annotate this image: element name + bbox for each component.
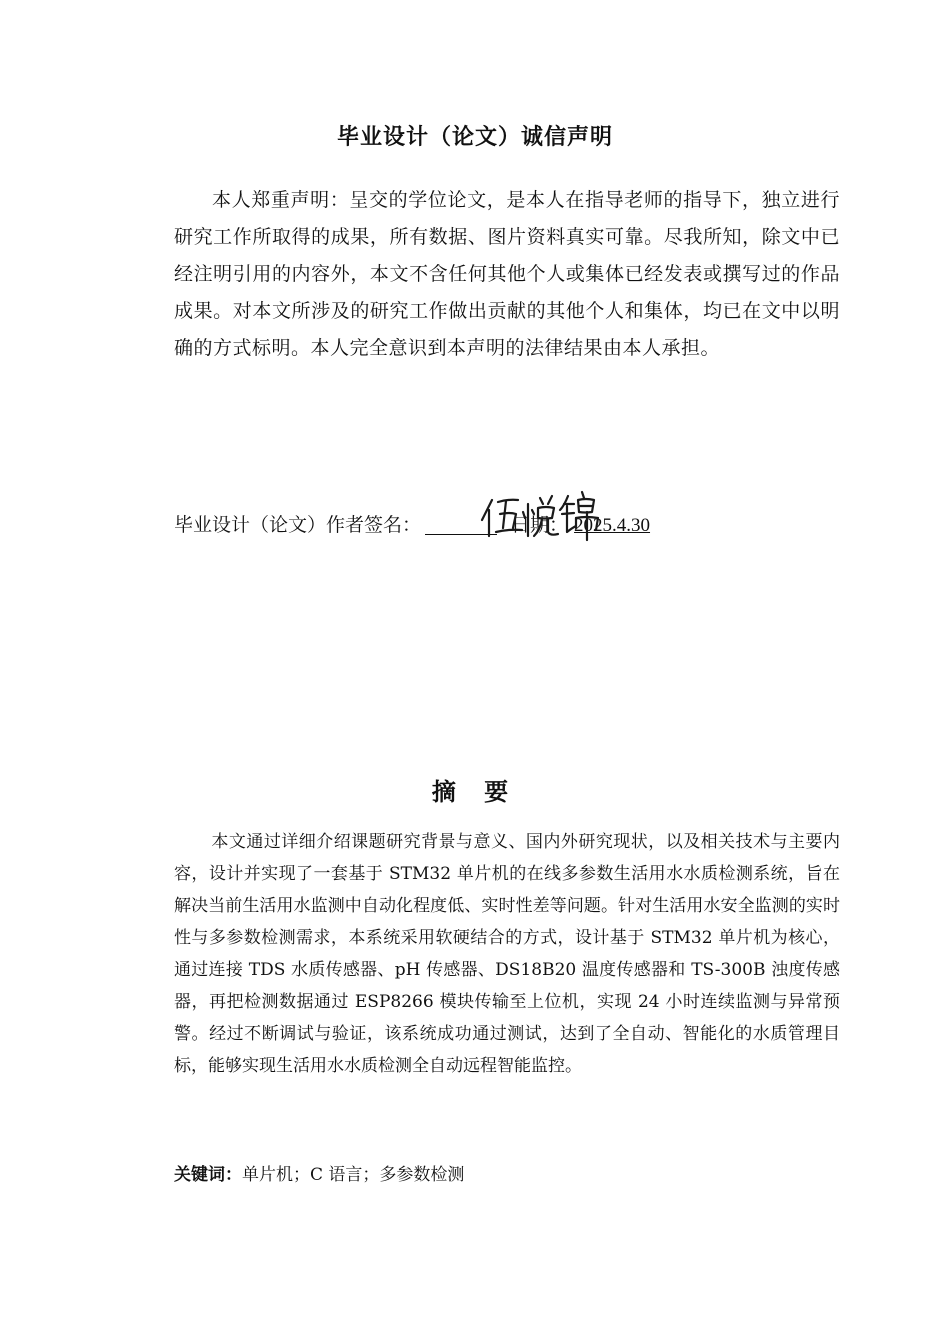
keywords-value: 单片机；C 语言；多参数检测 (242, 1165, 465, 1185)
abstract-body: 本文通过详细介绍课题研究背景与意义、国内外研究现状，以及相关技术与主要内容，设计并实现了一套基于 STM32 单片机的在线多参数生活用水水质检测系统，旨在解决当前生活用水监测中自动化程度低、实时性差等问题。针对生活用水安全监测的实时性与多参数检测需求，本系统采用软硬结合的方式，设计基于 STM32 单片机为核心，通过连接 TDS 水质传感器、pH 传感器、DS18B20 温度传感器和 TS-300B 浊度传感器，再把检测数据通过 ESP8266 模块传输至上位机，实现 24 小时连续监测与异常预警。经过不断调试与验证，该系统成功通过测试，达到了全自动、智能化的水质管理目标，能够实现生活用水水质检测全自动远程智能监控。 (174, 832, 840, 1076)
declaration-body: 本人郑重声明：呈交的学位论文，是本人在指导老师的指导下，独立进行研究工作所取得的成果，所有数据、图片资料真实可靠。尽我所知，除文中已经注明引用的内容外，本文不含任何其他个人或集体已经发表或撰写过的作品成果。对本文所涉及的研究工作做出贡献的其他个人和集体，均已在文中以明确的方式标明。本人完全意识到本声明的法律结果由本人承担。 (174, 189, 840, 359)
handwritten-signature (476, 486, 606, 542)
signature-label: 毕业设计（论文）作者签名： (174, 514, 422, 536)
keywords-label: 关键词： (174, 1165, 242, 1185)
abstract-title: 摘 要 (431, 778, 519, 806)
declaration-title: 毕业设计（论文）诚信声明 (336, 125, 613, 150)
date-label: 日期： (511, 514, 569, 536)
keywords-line (174, 1160, 840, 1190)
date-value: 2025.4.30 (574, 515, 651, 536)
